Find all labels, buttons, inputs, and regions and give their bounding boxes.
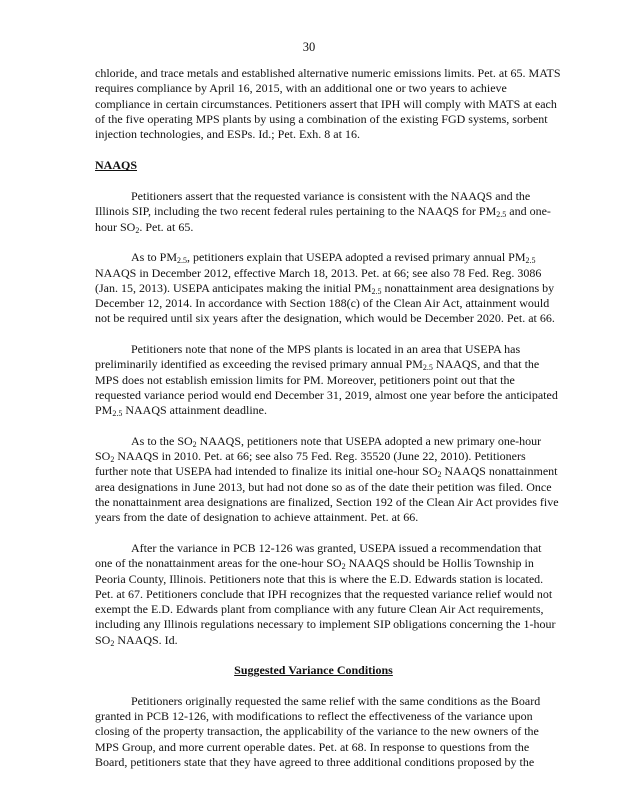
text-line: Peoria County, Illinois. Petitioners note that this is where the E.D. Edwards station is located. (95, 571, 544, 586)
text-line: As to $PM_{2.5}$, petitioners explain that USEPA adopted a revised primary annual $PM_{2.5}$ (131, 250, 536, 266)
text-line: As to the $SO_2$ NAAQS, petitioners note that USEPA adopted a new primary one-hour (131, 433, 542, 449)
text-line: Pet. at 67. Petitioners conclude that IPH recognizes that the requested variance relief would not (95, 586, 553, 601)
text-line: injection technologies, and ESPs. Id.; Pet. Exh. 8 at 16. (95, 127, 360, 142)
text-line: Petitioners originally requested the same relief with the same conditions as the Board (131, 693, 541, 708)
text-line: requires compliance by April 16, 2015, with an additional one or two years to achieve (95, 81, 507, 96)
text-line: $SO_2$ NAAQS. Id. (95, 632, 178, 648)
text-line: exempt the E.D. Edwards plant from compliance with any future Clean Air Act requirements, (95, 602, 544, 617)
text-line: $SO_2$ NAAQS in 2010. Pet. at 66; see also 75 Fed. Reg. 35520 (June 22, 2010). Petitioners (95, 449, 526, 465)
text-line: years from the date of designation to achieve attainment. Pet. at 66. (95, 510, 419, 525)
text-line: December 12, 2014. In accordance with Section 188(c) of the Clean Air Act, attainment would (95, 296, 550, 311)
page-number: 30 (302, 40, 316, 54)
paragraph-naaqs-consistency (95, 189, 551, 235)
text-line: the nonattainment area designations are finalized, Section 192 of the Clean Air Act provides five (95, 495, 559, 510)
paragraph-mps-plants (95, 342, 558, 419)
text-line: granted in PCB 12-126, with modifications to reflect the effectiveness of the variance upon (95, 709, 533, 724)
text-line: Illinois SIP, including the two recent federal rules pertaining to the NAAQS for $PM_{2.5}$ and one- (95, 204, 551, 220)
paragraph-so2-naaqs (95, 433, 559, 526)
text-line: MPS does not establish emission limits for PM. Moreover, petitioners point out that the (95, 372, 515, 387)
text-line: $PM_{2.5}$ NAAQS attainment deadline. (95, 403, 267, 419)
text-line: (Jan. 15, 2013). USEPA anticipates making the initial $PM_{2.5}$ nonattainment area designations by (95, 280, 555, 296)
text-line: MPS Group, and more current operable dates. Pet. at 68. In response to questions from the (95, 739, 530, 754)
text-line: of the five operating MPS plants by using a combination of the existing FGD systems, sorbent (95, 111, 548, 126)
text-line: chloride, and trace metals and established alternative numeric emissions limits. Pet. at 65. MATS (95, 66, 561, 80)
text-line: After the variance in PCB 12-126 was granted, USEPA issued a recommendation that (131, 540, 542, 555)
section-heading-naaqs: NAAQS (95, 158, 138, 173)
paragraph-suggested-conditions (95, 693, 541, 770)
text-line: including any Illinois regulations necessary to implement SIP obligations concerning the 1-hour (95, 617, 556, 632)
text-line: compliance in certain circumstances. Petitioners assert that IPH will comply with MATS at each (95, 96, 557, 111)
text-line: one of the nonattainment areas for the one-hour $SO_2$ NAAQS should be Hollis Township in (95, 556, 534, 572)
document-body (95, 66, 561, 786)
text-line: Petitioners assert that the requested variance is consistent with the NAAQS and the (131, 189, 531, 204)
text-line: Petitioners note that none of the MPS plants is located in an area that USEPA has (131, 342, 521, 357)
paragraph-pm25-naaqs (95, 250, 555, 326)
text-line: area designations in June 2013, but had not done so as of the date their petition was filed. Once (95, 479, 552, 494)
section-heading-suggested-conditions: Suggested Variance Conditions (234, 663, 393, 678)
text-line: closing of the property transaction, the applicability of the variance to the new owners of the (95, 724, 539, 739)
text-line: hour $SO_2$. Pet. at 65. (95, 219, 194, 235)
text-line: NAAQS in December 2012, effective March 18, 2013. Pet. at 66; see also 78 Fed. Reg. 3086 (95, 265, 542, 280)
paragraph-hollis-township (95, 540, 556, 648)
text-line: preliminarily identified as exceeding the revised primary annual $PM_{2.5}$ NAAQS, and that the (95, 357, 540, 373)
text-line: Board, petitioners state that they have agreed to three additional conditions proposed by the (95, 755, 535, 770)
text-line: not be required until six years after the designation, which would be December 2020. Pet. at 66. (95, 311, 555, 326)
text-line: requested variance period would end December 31, 2019, almost one year before the anticipated (95, 387, 558, 402)
paragraph-mats (95, 66, 561, 142)
text-line: further note that USEPA had intended to finalize its initial one-hour $SO_2$ NAAQS nonattainment (95, 464, 558, 480)
